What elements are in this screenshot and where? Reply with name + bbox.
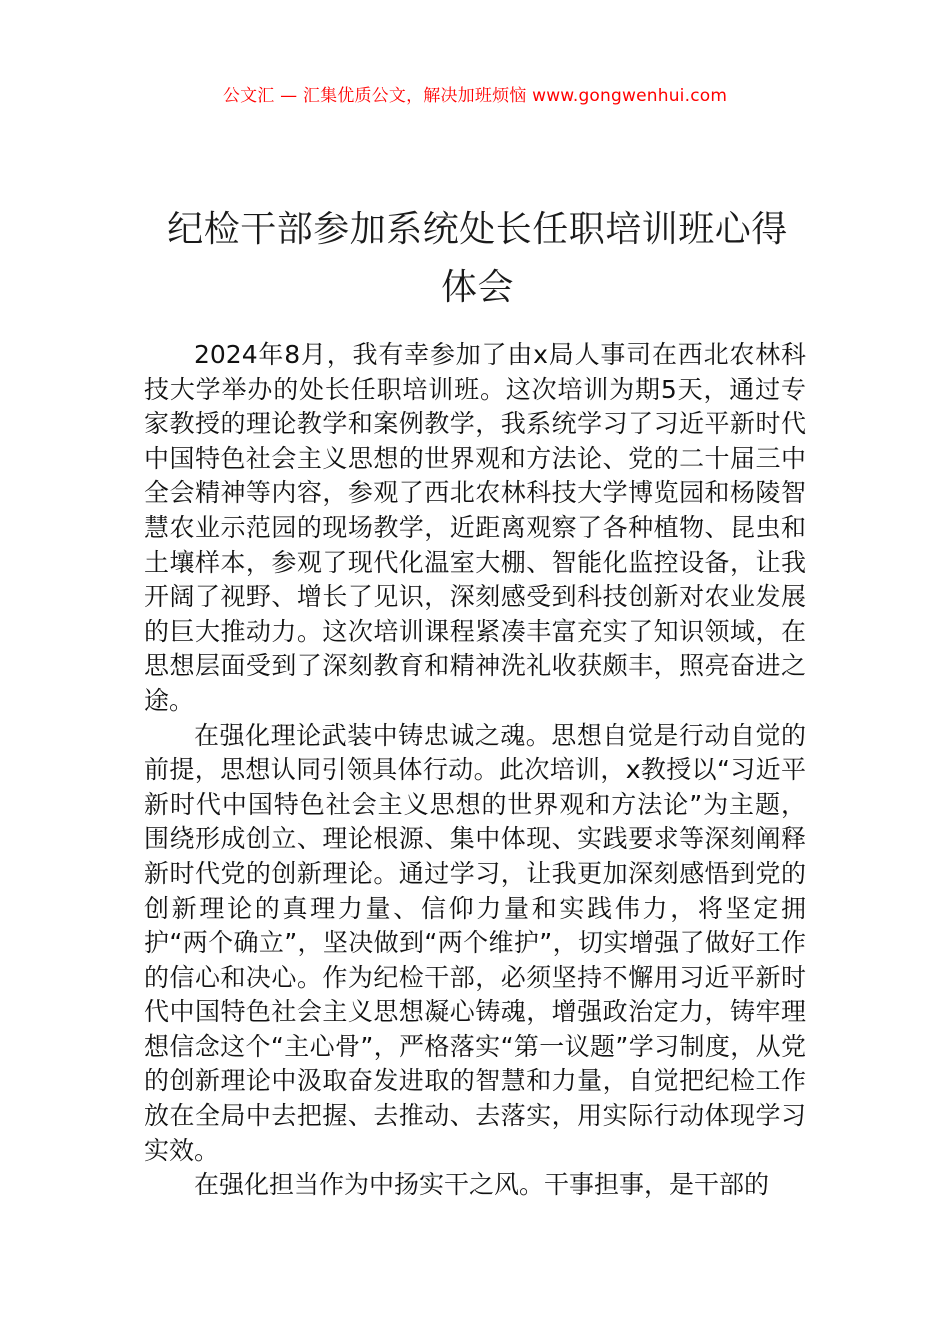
paragraph-responsibility: 在强化担当作为中扬实干之风。干事担事，是干部的: [194, 1170, 770, 1200]
document-body: [144, 338, 806, 1203]
document-title: 纪检干部参加系统处长任职培训班心得体会: [167, 209, 788, 309]
paragraph-theory: 在强化理论武装中铸忠诚之魂。思想自觉是行动自觉的前提，思想认同引领具体行动。此次培训，x教授以“习近平新时代中国特色社会主义思想的世界观和方法论”为主题，围绕形成创立、理论根源、集中体现、实践要求等深刻阐释新时代党的创新理论。通过学习，让我更加深刻感悟到党的创新理论的真理力量、信仰力量和实践伟力，将坚定拥护“两个确立”，坚决做到“两个维护”，切实增强了做好工作的信心和决心。作为纪检干部，必须坚持不懈用习近平新时代中国特色社会主义思想凝心铸魂，增强政治定力，铸牢理想信念这个“主心骨”，严格落实“第一议题”学习制度，从党的创新理论中汲取奋发进取的智慧和力量，自觉把纪检工作放在全局中去把握、去推动、去落实，用实际行动体现学习实效。: [144, 720, 806, 1165]
header-banner[interactable]: 公文汇 — 汇集优质公文，解决加班烦恼 www.gongwenhui.com: [222, 86, 728, 106]
paragraph-intro: 2024年8月，我有幸参加了由x局人事司在西北农林科技大学举办的处长任职培训班。这次培训为期5天，通过专家教授的理论教学和案例教学，我系统学习了习近平新时代中国特色社会主义思想的世界观和方法论、党的二十届三中全会精神等内容，参观了西北农林科技大学博览园和杨陵智慧农业示范园的现场教学，近距离观察了各种植物、昆虫和土壤样本，参观了现代化温室大棚、智能化监控设备，让我开阔了视野、增长了见识，深刻感受到科技创新对农业发展的巨大推动力。这次培训课程紧凑丰富充实了知识领域，在思想层面受到了深刻教育和精神洗礼收获颇丰，照亮奋进之途。: [144, 340, 806, 715]
